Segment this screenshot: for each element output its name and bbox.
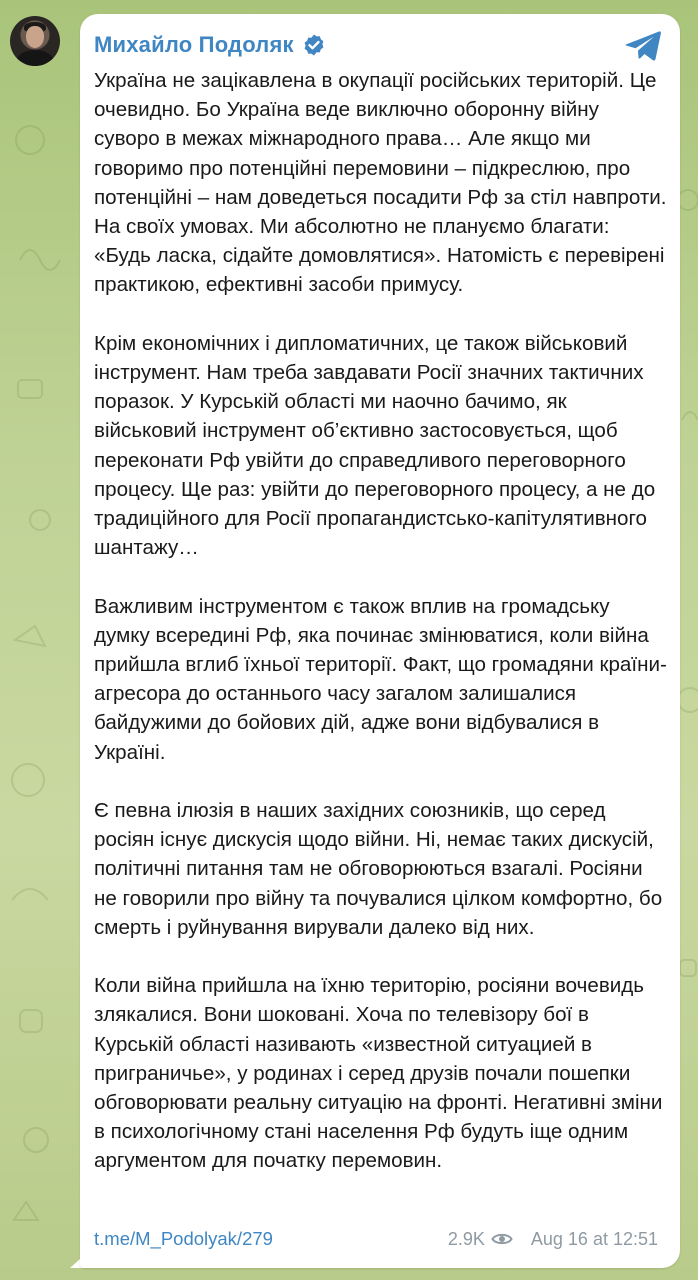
message-header [94, 30, 326, 60]
avatar-shirt [16, 50, 54, 66]
message-paragraph: Україна не зацікавлена в окупації російських територій. Це очевидно. Бо Україна веде виключно оборонну війну суворо в межах міжнародного права… Але якщо ми говоримо про потенційні перемовини – підкреслюю, про потенційні – нам доведеться посадити Рф за стіл навпроти. На своїх умовах. Ми абсолютно не плануємо благати: «Будь ласка, сідайте домовлятися». Натомість є перевірені практикою, ефективні засоби примусу. [94, 69, 667, 297]
message-paragraph: Коли війна прийшла на їхню територію, росіяни вочевидь злякалися. Вони шоковані. Хоча по телевізору бої в Курській області називають «известной ситуацией в приграничье», у родинах і серед друзів почали пошепки обговорювати реальну ситуацію на фронті. Негативні зміни в психологічному стані населення Рф будуть іще одним аргументом для початку перемовин. [94, 974, 663, 1173]
message-paragraph: Є певна ілюзія в наших західних союзників, що серед росіян існує дискусія щодо війни. Ні, немає таких дискусій, політичні питання там не обговорюються взагалі. Росіяни не говорили про війну та почувалися цілком комфортно, бо смерть і руйнування вирували далеко від них. [94, 799, 663, 939]
author-avatar[interactable] [10, 16, 60, 66]
author-name[interactable]: Михайло Подоляк [94, 32, 294, 57]
view-count-value: 2.9K [447, 1228, 485, 1249]
message-paragraph: Важливим інструментом є також вплив на громадську думку всередині Рф, яка починає змінюватися, коли війна прийшла вглиб їхньої території. Факт, що громадяни країни-агресора до останнього часу загалом залишалися байдужими до бойових дій, адже вони відбувалися в Україні. [94, 594, 667, 764]
message-footer [94, 1226, 658, 1252]
message-timestamp: Aug 16 at 12:51 [530, 1228, 658, 1249]
telegram-share-icon[interactable] [624, 30, 662, 62]
eye-icon [491, 1231, 513, 1247]
post-link[interactable]: t.me/M_Podolyak/279 [94, 1228, 273, 1249]
verified-badge-icon [302, 33, 326, 57]
message-paragraph: Крім економічних і дипломатичних, це також військовий інструмент. Нам треба завдавати Росії значних тактичних поразок. У Курській області ми наочно бачимо, як військовий інструмент об’єктивно застосовується, щоб переконати Рф увійти до справедливого переговорного процесу. Ще раз: увійти до переговорного процесу, а не до традиційного для Росії пропагандистсько-капітулятивного шантажу… [94, 331, 656, 560]
message-bubble [80, 14, 680, 1268]
message-text [94, 66, 669, 1205]
view-count [448, 1229, 513, 1250]
avatar-face [26, 26, 44, 48]
